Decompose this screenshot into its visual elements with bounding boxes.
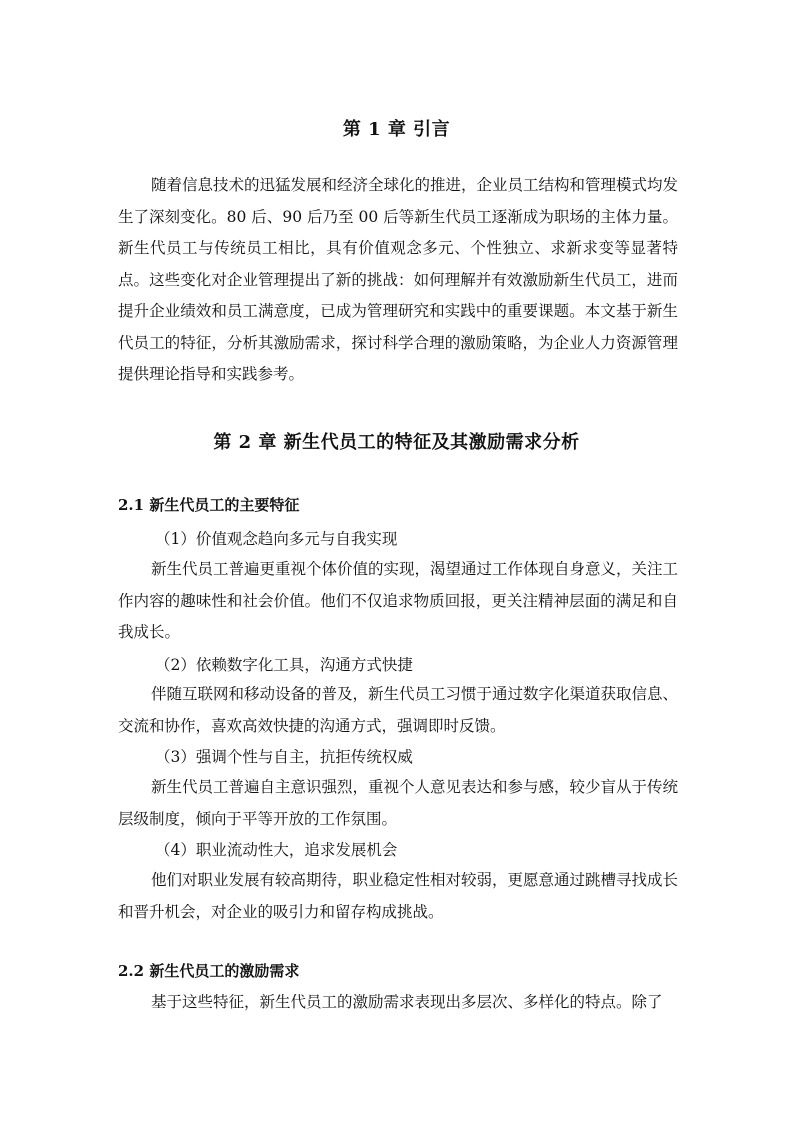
chapter-2-title: 第 2 章 新生代员工的特征及其激励需求分析 xyxy=(213,432,580,453)
item-1-heading: （1）价值观念趋向多元与自我实现 xyxy=(155,530,398,548)
chapter-1-title: 第 1 章 引言 xyxy=(342,119,451,140)
item-4-heading: （4）职业流动性大，追求发展机会 xyxy=(155,841,398,859)
chapter-1-paragraph: 随着信息技术的迅猛发展和经济全球化的推进，企业员工结构和管理模式均发生了深刻变化。80 后、90 后乃至 00 后等新生代员工逐渐成为职场的主体力量。新生代员工与传统员工相比，具有价值观念多元、个性独立、求新求变等显著特点。这些变化对企业管理提出了新的挑战：如何理解并有效激励新生代员工，进而提升企业绩效和员工满意度，已成为管理研究和实践中的重要课题。本文基于新生代员工的特征，分析其激励需求，探讨科学合理的激励策略，为企业人力资源管理提供理论指导和实践参考。 xyxy=(118,176,679,383)
item-3-heading: （3）强调个性与自主，抗拒传统权威 xyxy=(155,748,413,766)
section-2-2-title: 2.2 新生代员工的激励需求 xyxy=(118,962,300,980)
item-3-text: 新生代员工普遍自主意识强烈，重视个人意见表达和参与感，较少盲从于传统层级制度，倾向于平等开放的工作氛围。 xyxy=(118,778,679,828)
item-1-text: 新生代员工普遍更重视个体价值的实现，渴望通过工作体现自身意义，关注工作内容的趣味性和社会价值。他们不仅追求物质回报，更关注精神层面的满足和自我成长。 xyxy=(118,560,679,641)
section-2-2-text: 基于这些特征，新生代员工的激励需求表现出多层次、多样化的特点。除了 xyxy=(151,993,663,1011)
item-4-text: 他们对职业发展有较高期待，职业稳定性相对较弱，更愿意通过跳槽寻找成长和晋升机会，对企业的吸引力和留存构成挑战。 xyxy=(118,871,679,921)
item-2-heading: （2）依赖数字化工具，沟通方式快捷 xyxy=(155,656,413,674)
item-2-text: 伴随互联网和移动设备的普及，新生代员工习惯于通过数字化渠道获取信息、交流和协作，喜欢高效快捷的沟通方式，强调即时反馈。 xyxy=(118,685,679,735)
section-2-1-title: 2.1 新生代员工的主要特征 xyxy=(118,496,300,514)
